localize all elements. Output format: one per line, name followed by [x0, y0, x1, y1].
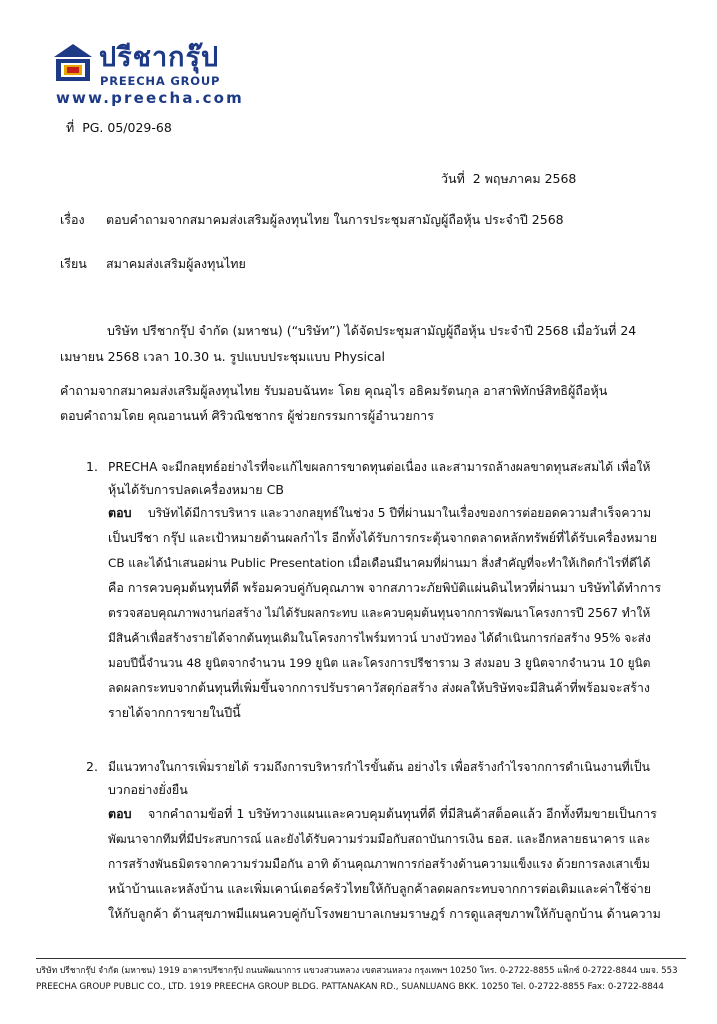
footer-address-thai: บริษัท ปรีชากรุ๊ป จำกัด (มหาชน) 1919 อาคารปรีชากรุ๊ป ถนนพัฒนาการ แขวงสวนหลวง เขตสวนหลวง กรุงเทพฯ 10250 โทร. 0-2722-8855 แฟ็กซ์ 0-2722-8844 บมจ. 553: [36, 966, 678, 976]
item-1-answer-line-8: ลดผลกระทบจากต้นทุนที่เพิ่มขึ้นจากการปรับราคาวัสดุก่อสร้าง ส่งผลให้บริษัทจะมีสินค้าที่พร้อมจะสร้าง: [108, 680, 651, 695]
footer-divider: [36, 958, 686, 959]
item-1-question-line-2: หุ้นได้รับการปลดเครื่องหมาย CB: [108, 482, 284, 497]
item-2-answer-line-5: ให้กับลูกค้า ด้านสุขภาพมีแผนควบคู่กับโรงพยาบาลเกษมราษฎร์ การดูแลสุขภาพให้กับลูกบ้าน ด้านความ: [108, 906, 661, 921]
reference-label: ที่: [66, 120, 75, 135]
item-1-answer-line-1: บริษัทได้มีการบริหาร และวางกลยุทธ์ในช่วง 5 ปีที่ผ่านมาในเรื่องของการต่อยอดความสำเร็จความ: [148, 506, 652, 520]
item-2-answer-line-4: หน้าบ้านและหลังบ้าน และเพิ่มเคาน์เตอร์ครัวไทยให้กับลูกค้าลดผลกระทบจากการต่อเติมและค่าใช้จ่าย: [108, 881, 652, 896]
footer-address-english: PREECHA GROUP PUBLIC CO., LTD. 1919 PREECHA GROUP BLDG. PATTANAKAN RD., SUANLUANG BKK. 10250 Tel. 0-2722-8855 Fax: 0-2722-8844: [36, 982, 664, 992]
item-1-answer-label: ตอบ: [108, 505, 132, 520]
answer-by: ตอบคำถามโดย คุณอานนท์ ศิริวณิชชากร ผู้ช่วยกรรมการผู้อำนวยการ: [60, 408, 434, 423]
item-1-answer-line-3: CB และได้นำเสนอผ่าน Public Presentation เมื่อเดือนมีนาคมที่ผ่านมา สิ่งสำคัญที่จะทำให้เกิดกำไรที่ดีได้: [108, 556, 651, 570]
reference-number: [66, 119, 172, 137]
website-url: www.preecha.com: [56, 89, 245, 107]
recipient-label: เรียน: [60, 256, 87, 271]
item-2-answer-line-2: พัฒนาจากทีมที่มีประสบการณ์ และยังได้รับความร่วมมือกับสถาบันการเงิน ธอส. และอีกหลายธนาคาร และ: [108, 832, 651, 846]
item-1-answer-line-2: เป็นปรีชา กรุ๊ป และเป้าหมายด้านผลกำไร อีกทั้งได้รับการกระตุ้นจากตลาดหลักทรัพย์ที่ได้รับเครื่องหมาย: [108, 530, 658, 545]
subject-label: เรื่อง: [60, 212, 85, 227]
date-label: วันที่: [441, 171, 465, 186]
question-by: คำถามจากสมาคมส่งเสริมผู้ลงทุนไทย รับมอบฉันทะ โดย คุณอุไร อธิคมรัตนกุล อาสาพิทักษ์สิทธิผู้ถือหุ้น: [60, 383, 608, 398]
brand-name-thai: ปรีชากรุ๊ป: [99, 42, 220, 73]
item-2-question-line-2: บวกอย่างยั่งยืน: [108, 782, 188, 797]
item-1-answer-line-4: คือ การควบคุมต้นทุนที่ดี พร้อมควบคู่กับคุณภาพ จากสภาวะภัยพิบัติแผ่นดินไหวที่ผ่านมา บริษัทได้ทำการ: [108, 580, 662, 595]
brand-name-english: PREECHA GROUP: [100, 74, 221, 88]
recipient-text: สมาคมส่งเสริมผู้ลงทุนไทย: [106, 256, 246, 271]
subject-text: ตอบคำถามจากสมาคมส่งเสริมผู้ลงทุนไทย ในการประชุมสามัญผู้ถือหุ้น ประจำปี 2568: [106, 212, 564, 227]
item-2-number: 2.: [86, 759, 98, 774]
item-1-answer-line-9: รายได้จากการขายในปีนี้: [108, 705, 241, 720]
item-2-answer-label: ตอบ: [108, 806, 132, 821]
date-value: 2 พฤษภาคม 2568: [472, 171, 577, 186]
item-1-answer-line-6: มีสินค้าเพื่อสร้างรายได้จากต้นทุนเดิมในโครงการไพร์มทาวน์ บางบัวทอง ได้ดำเนินการก่อสร้าง 95% จะส่ง: [108, 631, 651, 645]
reference-value: PG. 05/029-68: [82, 120, 172, 135]
item-1-answer-line-7: มอบปีนี้จำนวน 48 ยูนิตจากจำนวน 199 ยูนิต และโครงการปรีชาราม 3 ส่งมอบ 3 ยูนิตจากจำนวน 10 ยูนิต: [108, 656, 651, 670]
intro-line-1: บริษัท ปรีชากรุ๊ป จำกัด (มหาชน) (“บริษัท”) ได้จัดประชุมสามัญผู้ถือหุ้น ประจำปี 2568 เมื่อวันที่ 24: [107, 323, 637, 338]
item-2-question-line-1: มีแนวทางในการเพิ่มรายได้ รวมถึงการบริหารกำไรขั้นต้น อย่างไร เพื่อสร้างกำไรจากการดำเนินงานที่เป็น: [108, 760, 650, 774]
item-1-answer-line-5: ตรวจสอบคุณภาพงานก่อสร้าง ไม่ได้รับผลกระทบ และควบคุมต้นทุนจากการพัฒนาโครงการปี 2567 ทำให้: [108, 606, 651, 620]
item-1-question-line-1: PRECHA จะมีกลยุทธ์อย่างไรที่จะแก้ไขผลการขาดทุนต่อเนื่อง และสามารถล้างผลขาดทุนสะสมได้ เพื่อให้: [108, 460, 651, 474]
document-date: [441, 170, 576, 188]
item-2-answer-line-3: การสร้างพันธมิตรจากความร่วมมือกัน อาทิ ด้านคุณภาพการก่อสร้างด้านความแข็งแรง ด้วยการลงเสาเข็ม: [108, 857, 650, 871]
intro-line-2: เมษายน 2568 เวลา 10.30 น. รูปแบบประชุมแบบ Physical: [60, 349, 385, 364]
item-2-answer-line-1: จากคำถามข้อที่ 1 บริษัทวางแผนและควบคุมต้นทุนที่ดี ที่มีสินค้าสต็อคแล้ว อีกทั้งทีมขายเป็นการ: [148, 806, 657, 821]
item-1-number: 1.: [86, 459, 98, 474]
company-logo: [53, 43, 93, 85]
